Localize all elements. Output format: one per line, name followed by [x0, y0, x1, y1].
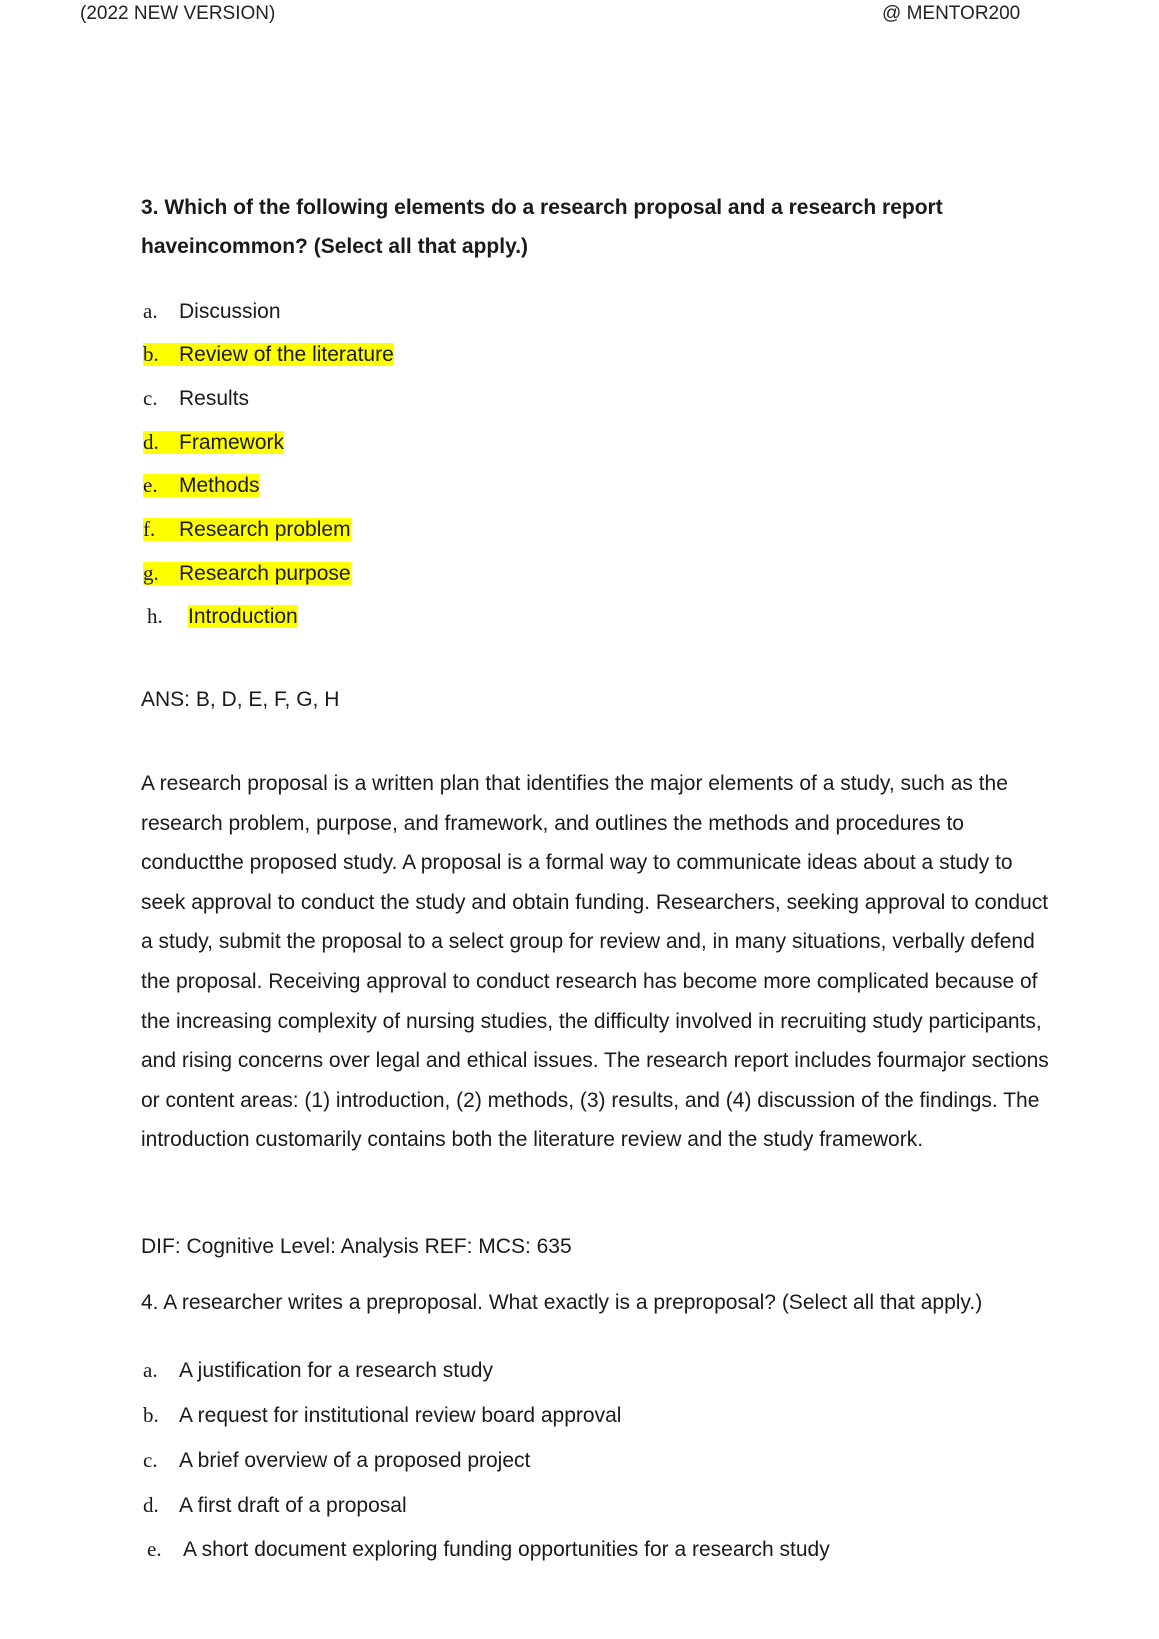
option-marker: g.: [143, 561, 159, 585]
option-text: Research problem: [179, 518, 351, 541]
option-text: A justification for a research study: [179, 1359, 493, 1382]
option-marker: d.: [143, 430, 159, 454]
option-marker: a.: [143, 1358, 158, 1382]
option-text: Research purpose: [179, 562, 351, 585]
q4-option-b: [143, 1399, 621, 1431]
question-meta: DIF: Cognitive Level: Analysis REF: MCS: 635: [141, 1235, 572, 1258]
option-marker: b.: [143, 342, 159, 366]
option-marker: d.: [143, 1493, 159, 1517]
answer-highlight: [143, 343, 394, 366]
option-marker: e.: [143, 473, 158, 497]
option-marker: b.: [143, 1403, 159, 1427]
answer-highlight: [188, 605, 298, 628]
option-text: A first draft of a proposal: [179, 1494, 407, 1517]
option-text: Framework: [179, 431, 285, 454]
q3-option-c: [143, 382, 249, 414]
answer-key: ANS: B, D, E, F, G, H: [141, 688, 340, 711]
answer-highlight: [143, 474, 260, 497]
q4-option-c: [143, 1444, 530, 1476]
option-text: Results: [179, 387, 250, 410]
question-4-text: 4. A researcher writes a preproposal. What exactly is a preproposal? (Select all that apply.): [141, 1291, 983, 1314]
option-text: Methods: [179, 474, 260, 497]
option-text: Discussion: [179, 300, 281, 323]
q3-option-h: [147, 600, 298, 632]
header-left-label: (2022 NEW VERSION): [80, 3, 276, 24]
rationale-paragraph: A research proposal is a written plan that identifies the major elements of a study, such as the research problem, purpose, and framework, and outlines the methods and procedures to conductthe proposed study. A proposal is a formal way to communicate ideas about a study to seek approval to conduct the study and obtain funding. Researchers, seeking approval to conduct a study, submit the proposal to a select group for review and, in many situations, verbally defend the proposal. Receiving approval to conduct research has become more complicated because of the increasing complexity of nursing studies, the difficulty involved in recruiting study participants, and rising concerns over legal and ethical issues. The research report includes fourmajor sections or content areas: (1) introduction, (2) methods, (3) results, and (4) discussion of the findings. The introduction customarily contains both the literature review and the study framework.: [141, 772, 1049, 1152]
option-text: A request for institutional review board approval: [179, 1404, 622, 1427]
option-marker: c.: [143, 386, 158, 410]
option-text: A short document exploring funding opportunities for a research study: [183, 1538, 830, 1561]
q4-option-a: [143, 1354, 493, 1386]
q3-option-d: [143, 426, 284, 458]
q4-option-e: [147, 1533, 830, 1565]
option-marker: e.: [147, 1537, 162, 1561]
q4-option-d: [143, 1489, 407, 1521]
option-marker: a.: [143, 299, 158, 323]
option-marker: h.: [147, 604, 163, 628]
q3-option-g: [143, 557, 351, 589]
option-marker: c.: [143, 1448, 158, 1472]
answer-highlight: [143, 431, 284, 454]
option-marker: f.: [143, 517, 156, 541]
q3-option-a: [143, 295, 281, 327]
answer-highlight: [143, 518, 351, 541]
option-text: Introduction: [188, 605, 298, 628]
header-right-label: @ MENTOR200: [882, 3, 1021, 24]
option-text: A brief overview of a proposed project: [179, 1449, 531, 1472]
q3-option-f: [143, 513, 351, 545]
q3-option-e: [143, 469, 260, 501]
answer-highlight: [143, 562, 351, 585]
option-text: Review of the literature: [179, 343, 394, 366]
q3-option-b: [143, 338, 394, 370]
question-3-text: 3. Which of the following elements do a research proposal and a research report haveincommon? (Select all that apply.): [141, 196, 943, 258]
